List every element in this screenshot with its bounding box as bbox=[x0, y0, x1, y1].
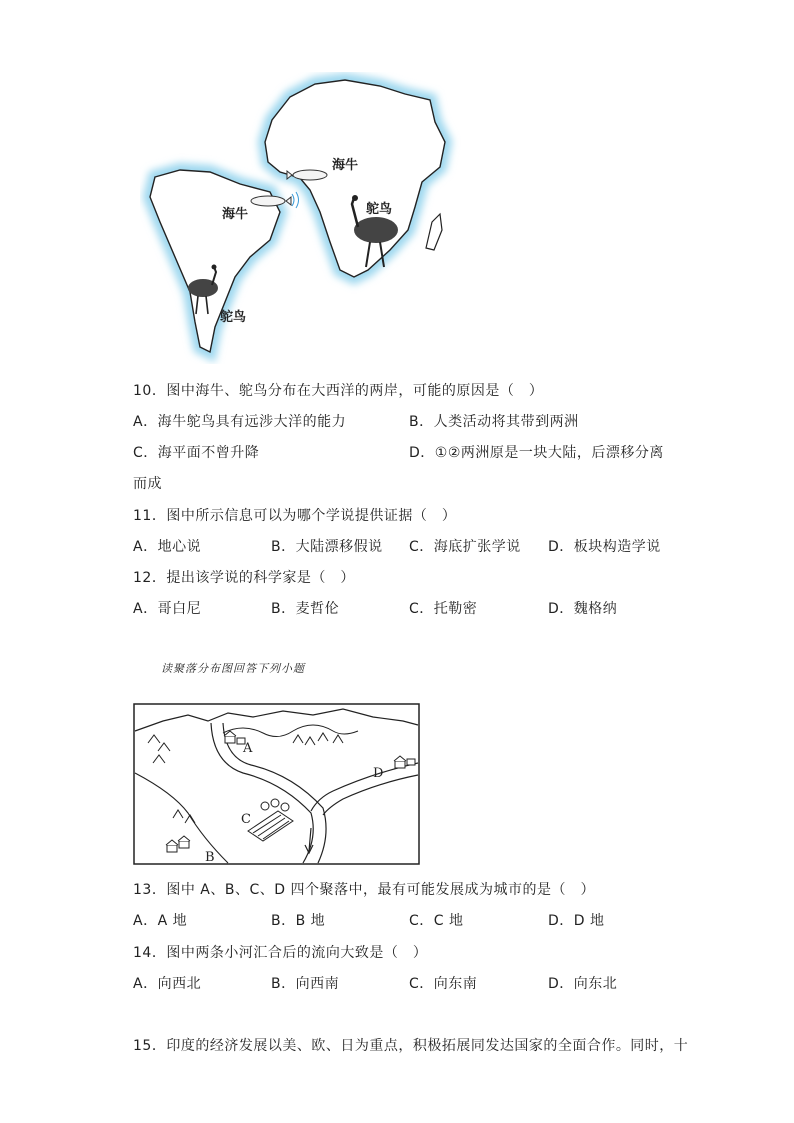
q10-option-d-continuation: 而成 bbox=[133, 476, 162, 492]
settlement-map-caption: 读聚落分布图回答下列小题 bbox=[161, 662, 305, 675]
label-ostrich-africa: 鸵鸟 bbox=[366, 202, 393, 217]
q10-option-d[interactable]: D．①②两洲原是一块大陆，后漂移分离 bbox=[409, 445, 664, 461]
q12-option-b[interactable]: B．麦哲伦 bbox=[271, 601, 340, 617]
q12-option-a[interactable]: A．哥白尼 bbox=[133, 601, 202, 617]
question-11: 11．图中所示信息可以为哪个学说提供证据（ ） bbox=[133, 508, 457, 524]
label-manatee-sa: 海牛 bbox=[222, 207, 249, 222]
q12-option-d[interactable]: D．魏格纳 bbox=[548, 601, 618, 617]
question-10: 10．图中海牛、鸵鸟分布在大西洋的两岸，可能的原因是（ ） bbox=[133, 383, 544, 399]
question-13: 13．图中 A、B、C、D 四个聚落中，最有可能发展成为城市的是（ ） bbox=[133, 882, 595, 898]
q13-option-b[interactable]: B．B 地 bbox=[271, 913, 326, 929]
question-14: 14．图中两条小河汇合后的流向大致是（ ） bbox=[133, 945, 428, 961]
continents-map bbox=[140, 72, 470, 364]
letter-a: A bbox=[243, 741, 253, 756]
q10-option-c[interactable]: C．海平面不曾升降 bbox=[133, 445, 260, 461]
q11-option-c[interactable]: C．海底扩张学说 bbox=[409, 539, 521, 555]
q14-option-d[interactable]: D．向东北 bbox=[548, 976, 618, 992]
question-15: 15．印度的经济发展以美、欧、日为重点，积极拓展同发达国家的全面合作。同时，十 bbox=[133, 1038, 689, 1054]
q11-option-d[interactable]: D．板块构造学说 bbox=[548, 539, 661, 555]
q10-option-b[interactable]: B．人类活动将其带到两洲 bbox=[409, 414, 579, 430]
q14-option-c[interactable]: C．向东南 bbox=[409, 976, 478, 992]
q11-option-a[interactable]: A．地心说 bbox=[133, 539, 202, 555]
q12-option-c[interactable]: C．托勒密 bbox=[409, 601, 478, 617]
settlement-map bbox=[133, 703, 420, 865]
letter-d: D bbox=[373, 766, 384, 781]
q11-option-b[interactable]: B．大陆漂移假说 bbox=[271, 539, 383, 555]
q13-option-d[interactable]: D．D 地 bbox=[548, 913, 605, 929]
q10-option-a[interactable]: A．海牛鸵鸟具有远涉大洋的能力 bbox=[133, 414, 347, 430]
q13-option-c[interactable]: C．C 地 bbox=[409, 913, 464, 929]
madagascar-outline bbox=[426, 214, 442, 250]
letter-c: C bbox=[241, 812, 251, 827]
label-manatee-africa: 海牛 bbox=[332, 158, 359, 173]
letter-b: B bbox=[205, 850, 215, 865]
q13-option-a[interactable]: A．A 地 bbox=[133, 913, 188, 929]
q14-option-a[interactable]: A．向西北 bbox=[133, 976, 202, 992]
label-ostrich-sa: 鸵鸟 bbox=[220, 310, 247, 325]
q14-option-b[interactable]: B．向西南 bbox=[271, 976, 340, 992]
map-frame bbox=[134, 704, 419, 864]
question-12: 12．提出该学说的科学家是（ ） bbox=[133, 570, 355, 586]
